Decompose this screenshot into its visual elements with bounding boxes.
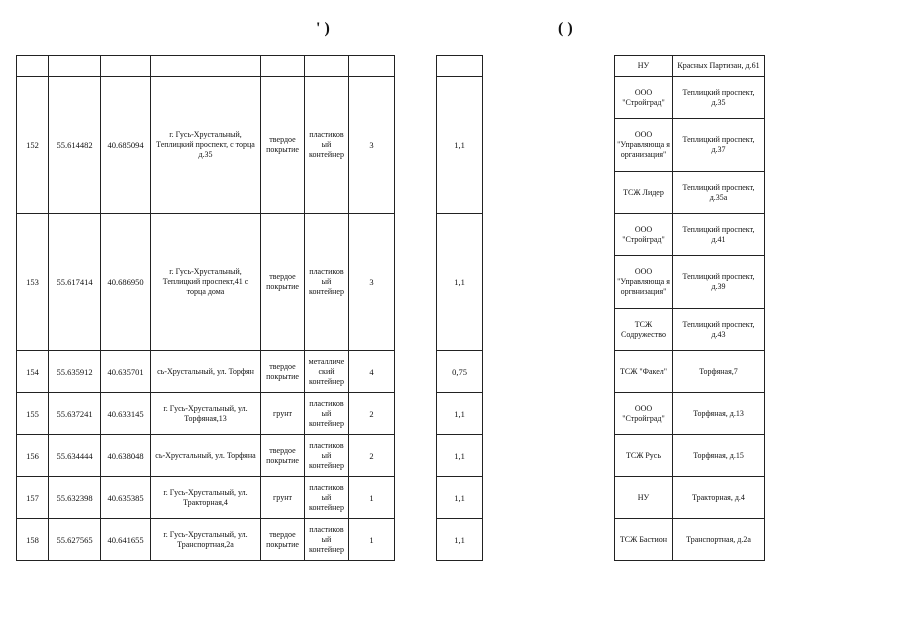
organization: ООО "Стройград" [615, 393, 673, 435]
address: сь-Хрустальный, ул. Торфян [151, 351, 261, 393]
table-cell [305, 56, 349, 77]
org-address: Теплицкий проспект, д.39 [673, 256, 765, 309]
org-address: Торфяная, д.13 [673, 393, 765, 435]
org-address: Красных Партизан, д.61 [673, 56, 765, 77]
surface-type: грунт [261, 477, 305, 519]
page-mark-left: ' ) [316, 20, 330, 37]
latitude: 55.635912 [49, 351, 101, 393]
table-row [437, 351, 483, 393]
volume-value: 0,75 [437, 351, 483, 393]
table-row [615, 119, 765, 172]
surface-type: твердое покрытие [261, 519, 305, 561]
table-cell [49, 56, 101, 77]
row-number: 157 [17, 477, 49, 519]
table-cell [437, 56, 483, 77]
table-row [17, 477, 395, 519]
surface-type: твердое покрытие [261, 214, 305, 351]
longitude: 40.686950 [101, 214, 151, 351]
container-type: пластиков ый контейнер [305, 214, 349, 351]
org-address: Торфяная,7 [673, 351, 765, 393]
volume-value: 1,1 [437, 477, 483, 519]
volume-value: 1,1 [437, 393, 483, 435]
table-row [17, 435, 395, 477]
org-address: Теплицкий проспект, д.35а [673, 172, 765, 214]
table-row [615, 77, 765, 119]
organization: ООО "Стройград" [615, 77, 673, 119]
table-row [615, 435, 765, 477]
org-address: Тракторная, д.4 [673, 477, 765, 519]
container-count: 3 [349, 214, 395, 351]
organization: ТСЖ Лидер [615, 172, 673, 214]
container-count: 2 [349, 393, 395, 435]
longitude: 40.685094 [101, 77, 151, 214]
container-count: 1 [349, 519, 395, 561]
latitude: 55.634444 [49, 435, 101, 477]
container-type: пластиков ый контейнер [305, 77, 349, 214]
table-cell [261, 56, 305, 77]
surface-type: грунт [261, 393, 305, 435]
table-row [17, 519, 395, 561]
table-row [615, 393, 765, 435]
container-type: металличе ский контейнер [305, 351, 349, 393]
table-header-blank-row [17, 56, 395, 77]
address: г. Гусь-Хрустальный, Теплицкий проспект, с торца д.35 [151, 77, 261, 214]
longitude: 40.638048 [101, 435, 151, 477]
surface-type: твердое покрытие [261, 77, 305, 214]
volume-value: 1,1 [437, 435, 483, 477]
table-row [437, 477, 483, 519]
table-row [615, 477, 765, 519]
row-number: 154 [17, 351, 49, 393]
table-row [615, 172, 765, 214]
row-number: 156 [17, 435, 49, 477]
latitude: 55.637241 [49, 393, 101, 435]
middle-value-table [436, 55, 483, 561]
table-row [17, 393, 395, 435]
longitude: 40.635385 [101, 477, 151, 519]
org-address: Теплицкий проспект, д.37 [673, 119, 765, 172]
org-address: Теплицкий проспект, д.43 [673, 309, 765, 351]
table-row [615, 309, 765, 351]
container-type: пластиков ый контейнер [305, 477, 349, 519]
table-row [437, 214, 483, 351]
organization: ТСЖ Русь [615, 435, 673, 477]
table-row [17, 351, 395, 393]
address: г. Гусь-Хрустальный, Теплицкий проспект,41 с торца дома [151, 214, 261, 351]
row-number: 158 [17, 519, 49, 561]
surface-type: твердое покрытие [261, 351, 305, 393]
container-count: 2 [349, 435, 395, 477]
row-number: 155 [17, 393, 49, 435]
table-row [437, 393, 483, 435]
longitude: 40.635701 [101, 351, 151, 393]
org-address: Торфяная, д.15 [673, 435, 765, 477]
latitude: 55.617414 [49, 214, 101, 351]
organization: НУ [615, 477, 673, 519]
table-row [615, 256, 765, 309]
latitude: 55.614482 [49, 77, 101, 214]
container-type: пластиков ый контейнер [305, 519, 349, 561]
organization: ООО "Стройград" [615, 214, 673, 256]
table-cell [101, 56, 151, 77]
organization: ТСЖ "Факел" [615, 351, 673, 393]
organization: ООО "Управляюща я оргвнизация" [615, 256, 673, 309]
surface-type: твердое покрытие [261, 435, 305, 477]
address: г. Гусь-Хрустальный, ул. Торфяная,13 [151, 393, 261, 435]
container-count: 4 [349, 351, 395, 393]
address: г. Гусь-Хрустальный, ул. Транспортная,2а [151, 519, 261, 561]
container-count: 1 [349, 477, 395, 519]
table-header-blank-row [437, 56, 483, 77]
table-row [615, 351, 765, 393]
table-row [437, 77, 483, 214]
volume-value: 1,1 [437, 519, 483, 561]
page-mark-right: ( ) [558, 20, 573, 37]
table-row [437, 435, 483, 477]
row-number: 153 [17, 214, 49, 351]
org-address: Теплицкий проспект, д.35 [673, 77, 765, 119]
organization: ТСЖ Содружество [615, 309, 673, 351]
volume-value: 1,1 [437, 214, 483, 351]
row-number: 152 [17, 77, 49, 214]
latitude: 55.627565 [49, 519, 101, 561]
organization: ООО "Управляюща я организация" [615, 119, 673, 172]
longitude: 40.641655 [101, 519, 151, 561]
container-count: 3 [349, 77, 395, 214]
table-row [615, 214, 765, 256]
org-address: Теплицкий проспект, д.41 [673, 214, 765, 256]
container-type: пластиков ый контейнер [305, 435, 349, 477]
right-org-table [614, 55, 765, 561]
table-row [615, 56, 765, 77]
organization: ТСЖ Бастион [615, 519, 673, 561]
table-row [17, 214, 395, 351]
table-row [17, 77, 395, 214]
address: сь-Хрустальный, ул. Торфяна [151, 435, 261, 477]
table-cell [17, 56, 49, 77]
longitude: 40.633145 [101, 393, 151, 435]
table-cell [349, 56, 395, 77]
org-address: Транспортная, д.2а [673, 519, 765, 561]
latitude: 55.632398 [49, 477, 101, 519]
table-cell [151, 56, 261, 77]
left-data-table [16, 55, 395, 561]
table-row [437, 519, 483, 561]
container-type: пластиков ый контейнер [305, 393, 349, 435]
organization: НУ [615, 56, 673, 77]
address: г. Гусь-Хрустальный, ул. Тракторная,4 [151, 477, 261, 519]
table-row [615, 519, 765, 561]
volume-value: 1,1 [437, 77, 483, 214]
